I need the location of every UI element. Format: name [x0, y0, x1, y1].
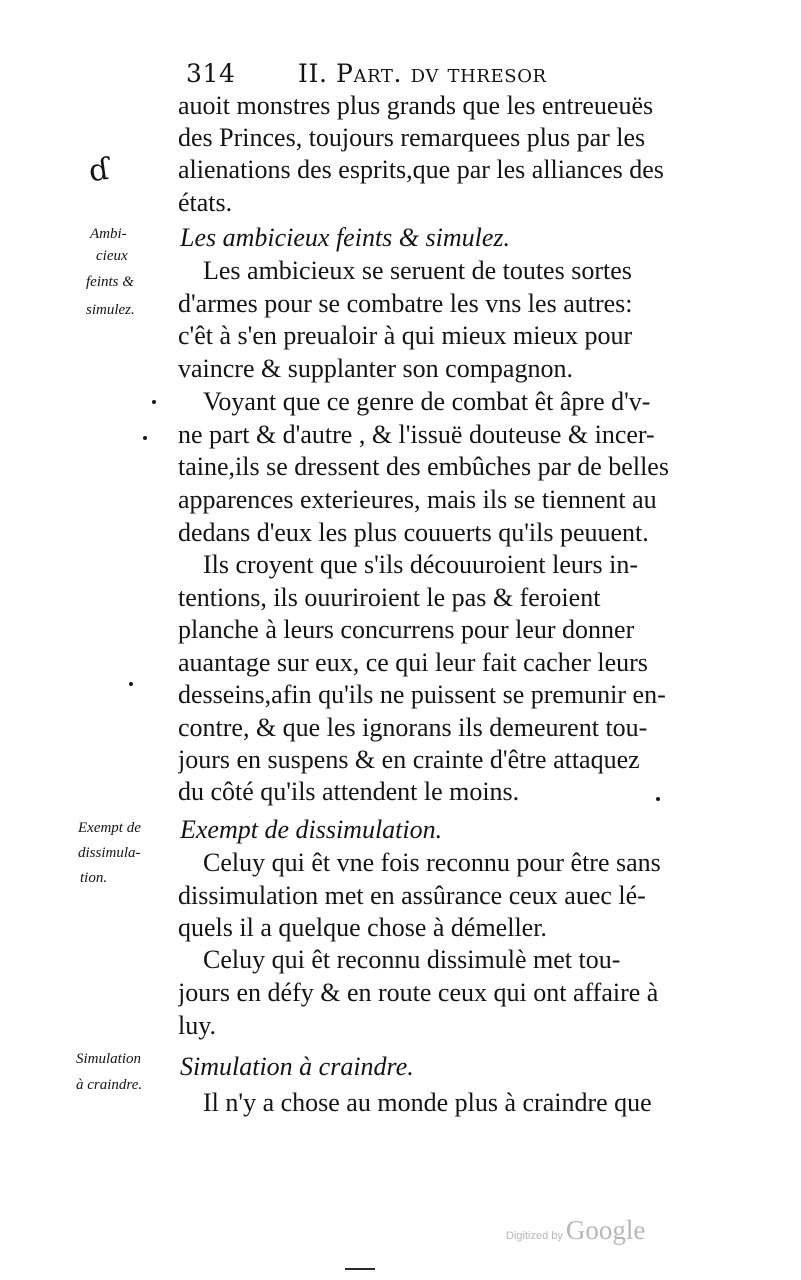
text-line: des Princes, toujours remarquees plus par les [178, 123, 646, 152]
ink-speck [656, 797, 660, 801]
margin-note-line: à craindre. [76, 1077, 143, 1093]
text-line: ne part & d'autre , & l'issuë douteuse & incer- [178, 420, 655, 449]
text-line: Voyant que ce genre de combat êt âpre d'v- [203, 387, 651, 416]
text-line: tentions, ils ouuriroient le pas & feroient [178, 583, 601, 612]
text-line: auantage sur eux, ce qui leur fait cacher leurs [178, 648, 648, 677]
text-line: quels il a quelque chose à démeller. [178, 913, 547, 942]
margin-note-line: Simulation [76, 1051, 142, 1067]
text-line: auoit monstres plus grands que les entreueuës [178, 91, 654, 120]
text-line: alienations des esprits,que par les alliances des [178, 155, 664, 184]
section-heading-simulation: Simulation à craindre. [180, 1052, 414, 1081]
text-line: dissimulation met en assûrance ceux auec lé- [178, 881, 646, 910]
page-header [186, 58, 716, 90]
text-line: Les ambicieux se seruent de toutes sortes [203, 256, 632, 285]
margin-note-line: Ambi- [90, 226, 127, 242]
text-line: taine,ils se dressent des embûches par de belles [178, 452, 669, 481]
margin-note-line: simulez. [86, 302, 135, 318]
text-line: desseins,afin qu'ils ne puissent se premunir en- [178, 680, 666, 709]
text-line: dedans d'eux les plus couuerts qu'ils peuuent. [178, 518, 649, 547]
text-line: c'êt à s'en preualoir à qui mieux mieux pour [178, 321, 633, 350]
section-heading-exempt: Exempt de dissimulation. [180, 815, 443, 844]
text-line: vaincre & supplanter son compagnon. [178, 354, 573, 383]
margin-note-line: dissimula- [78, 845, 141, 861]
margin-bracket-mark: ɗ [86, 151, 112, 190]
text-line: contre, & que les ignorans ils demeurent tou- [178, 713, 648, 742]
ink-speck [152, 400, 156, 404]
bottom-rule [345, 1268, 375, 1270]
text-line: luy. [178, 1011, 217, 1040]
margin-note-line: tion. [80, 870, 108, 886]
margin-note-line: Exempt de [78, 820, 141, 836]
digitized-label: Digitized by [506, 1230, 563, 1242]
text-line: Il n'y a chose au monde plus à craindre que [203, 1088, 652, 1117]
text-line: planche à leurs concurrens pour leur donner [178, 615, 635, 644]
digitized-by-credit [506, 1215, 645, 1251]
section-heading-ambicieux: Les ambicieux feints & simulez. [180, 223, 511, 252]
text-line: Celuy qui êt reconnu dissimulè met tou- [203, 945, 621, 974]
text-line: jours en suspens & en crainte d'être attaquez [178, 745, 640, 774]
text-line: états. [178, 188, 233, 217]
page-number: 314 [186, 59, 236, 88]
text-line: du côté qu'ils attendent le moins. [178, 777, 520, 806]
text-line: Celuy qui êt vne fois reconnu pour être sans [203, 848, 661, 877]
text-line: apparences exterieures, mais ils se tiennent au [178, 485, 657, 514]
text-line: jours en défy & en route ceux qui ont affaire à [178, 978, 659, 1007]
text-line: d'armes pour se combatre les vns les autres: [178, 289, 633, 318]
running-title: II. Part. dv thresor [298, 59, 547, 88]
margin-note-line: cieux [96, 248, 128, 264]
ink-speck [129, 682, 133, 686]
margin-note-line: feints & [86, 274, 134, 290]
text-line: Ils croyent que s'ils découuroient leurs in- [203, 550, 639, 579]
ink-speck [143, 436, 147, 440]
google-wordmark: Google [565, 1215, 646, 1245]
